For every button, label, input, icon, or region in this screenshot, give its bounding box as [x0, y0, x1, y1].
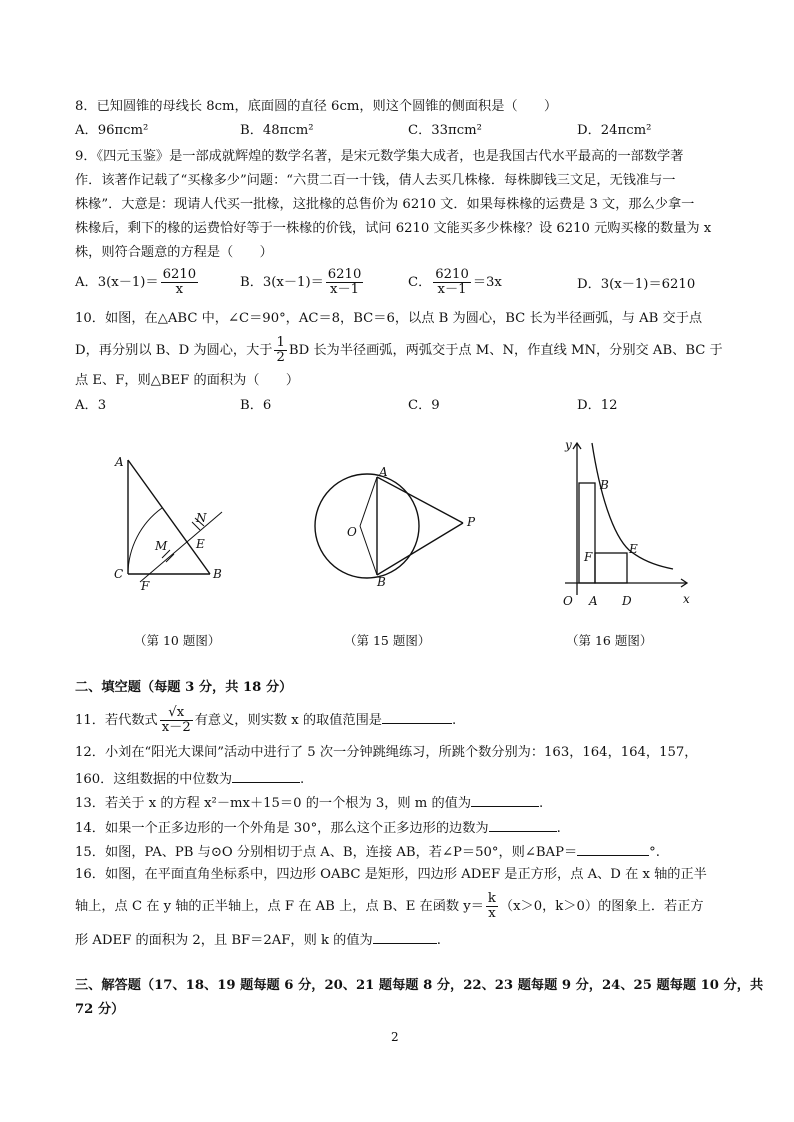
q9-option-c: C． $\frac{6210}{x-1}$ ＝3x	[408, 267, 502, 297]
fig10-label-f: F	[141, 579, 150, 593]
fig10-label-n: N	[196, 511, 207, 525]
fig16-label-y: y	[565, 438, 572, 452]
q9-line-1: 9．《四元玉鉴》是一部成就辉煌的数学名著，是宋元数学集大成者，也是我国古代水平最高的一部数学著	[75, 149, 684, 164]
q10-option-a: A．3	[75, 398, 107, 413]
fig10-label-e: E	[196, 537, 205, 551]
q15: 15．如图，PA、PB 与⊙O 分别相切于点 A、B，连接 AB，若∠P＝50°，则∠BAP＝ °.	[75, 841, 660, 862]
q9-line-3: 株椽”．大意是：现请人代买一批椽，这批椽的总售价为 6210 文．如果每株椽的运费是 3 文，那么少拿一	[75, 197, 695, 212]
section3-line-2: 72 分）	[75, 1002, 125, 1017]
q13-blank[interactable]	[471, 792, 539, 807]
q16-line-2: 轴上，点 C 在 y 轴的正半轴上，点 F 在 AB 上，点 B、E 在函数 y＝ $\frac{k}{x}$ （x＞0，k＞0）的图象上．若正方	[75, 891, 704, 921]
q12-line-2: 160．这组数据的中位数为 .	[75, 768, 304, 789]
fig10-label-a: A	[115, 455, 124, 469]
fig16-label-x: x	[683, 592, 690, 606]
q10-line-2: D，再分别以 B、D 为圆心，大于 $\frac{1}{2}$ BD 长为半径画弧，两弧交于点 M、N，作直线 MN，分别交 AB、BC 于	[75, 335, 723, 365]
fig15-label-a: A	[379, 465, 388, 479]
fig16-caption: （第 16 题图）	[566, 633, 653, 648]
q10-option-c: C．9	[408, 398, 440, 413]
q9-line-2: 作．该著作记载了“买椽多少”问题：“六贯二百一十钱，倩人去买几株椽．每株脚钱三文足，无钱准与一	[75, 173, 676, 188]
q8-option-d: D．24πcm²	[577, 123, 652, 138]
q12-blank[interactable]	[232, 768, 300, 783]
fig16-label-e: E	[629, 542, 638, 556]
fig15-label-p: P	[467, 515, 476, 529]
figure-15	[305, 465, 490, 589]
q11-blank[interactable]	[382, 709, 452, 724]
figure-10	[100, 450, 240, 600]
fig16-label-b: B	[600, 478, 609, 492]
fig15-label-o: O	[347, 525, 357, 539]
q9-option-b: B．3(x－1)＝ $\frac{6210}{x-1}$	[240, 267, 362, 297]
q16-line-3: 形 ADEF 的面积为 2，且 BF＝2AF，则 k 的值为 .	[75, 929, 441, 950]
q15-blank[interactable]	[577, 841, 649, 856]
fig15-caption: （第 15 题图）	[344, 633, 431, 648]
q9-option-d: D．3(x－1)＝6210	[577, 277, 696, 292]
figure-16	[555, 435, 705, 615]
fig15-label-b: B	[377, 575, 386, 589]
q9-line-4: 株椽后，剩下的椽的运费恰好等于一株椽的价钱，试问 6210 文能买多少株椽？设 6210 元购买椽的数量为 x	[75, 221, 712, 236]
q11: 11．若代数式 $\frac{√x}{x-2}$ 有意义，则实数 x 的取值范围是 .	[75, 705, 457, 735]
fig10-caption: （第 10 题图）	[134, 633, 221, 648]
q12-line-1: 12．小刘在“阳光大课间”活动中进行了 5 次一分钟跳绳练习，所跳个数分别为：163，164，164，157，	[75, 745, 698, 760]
q9-line-5: 株，则符合题意的方程是（ ）	[75, 245, 273, 260]
fig16-label-d: D	[622, 594, 632, 608]
page-number: 2	[391, 1030, 399, 1044]
q14: 14．如果一个正多边形的一个外角是 30°，那么这个正多边形的边数为 .	[75, 817, 561, 838]
section3-line-1: 三、解答题（17、18、19 题每题 6 分，20、21 题每题 8 分，22、23 题每题 9 分，24、25 题每题 10 分，共	[75, 978, 764, 993]
q8-option-c: C．33πcm²	[408, 123, 482, 138]
q13: 13．若关于 x 的方程 x²－mx＋15＝0 的一个根为 3，则 m 的值为 .	[75, 792, 543, 813]
q10-option-d: D．12	[577, 398, 618, 413]
q8-option-a: A．96πcm²	[75, 123, 149, 138]
q10-line-1: 10．如图，在△ABC 中，∠C＝90°，AC＝8，BC＝6，以点 B 为圆心，BC 长为半径画弧，与 AB 交于点	[75, 311, 703, 326]
q8-stem: 8．已知圆锥的母线长 8cm，底面圆的直径 6cm，则这个圆锥的侧面积是（ ）	[75, 99, 558, 114]
fig10-label-m: M	[155, 539, 168, 553]
q10-option-b: B．6	[240, 398, 272, 413]
q16-line-1: 16．如图，在平面直角坐标系中，四边形 OABC 是矩形，四边形 ADEF 是正方形，点 A、D 在 x 轴的正半	[75, 867, 707, 882]
section2-title: 二、填空题（每题 3 分，共 18 分）	[75, 680, 293, 695]
q9-option-a: A．3(x－1)＝ $\frac{6210}{x}$	[75, 267, 197, 297]
fig16-label-a: A	[589, 594, 598, 608]
fig16-label-o: O	[563, 594, 573, 608]
q16-blank[interactable]	[373, 929, 437, 944]
fig10-label-c: C	[114, 567, 124, 581]
fig10-label-b: B	[213, 567, 222, 581]
q14-blank[interactable]	[489, 817, 557, 832]
fig16-label-f: F	[584, 550, 593, 564]
q10-line-3: 点 E、F，则△BEF 的面积为（ ）	[75, 373, 300, 388]
q8-option-b: B．48πcm²	[240, 123, 314, 138]
